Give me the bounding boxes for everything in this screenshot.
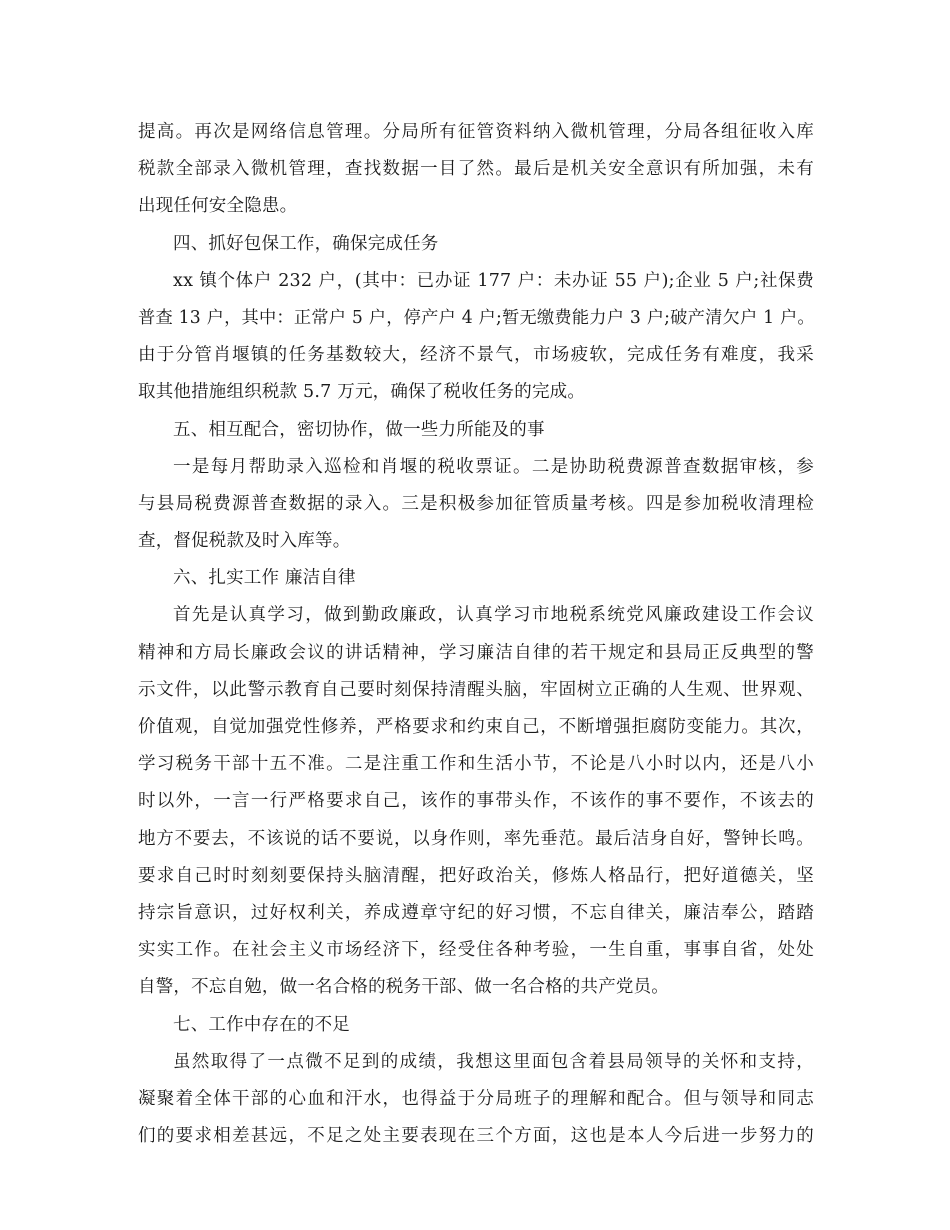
text-line: xx 镇个体户 232 户，(其中：已办证 177 户：未办证 55 户);企业 5 户;社保费 [173,270,814,291]
text-line: 价值观，自觉加强党性修养，严格要求和约束自己，不断增强拒腐防变能力。其次， [138,717,814,737]
text-line: 提高。再次是网络信息管理。分局所有征管资料纳入微机管理，分局各组征收入库 [138,122,814,142]
text-line: 学习税务干部十五不准。二是注重工作和生活小节，不论是八小时以内，还是八小 [138,754,814,775]
text-line: 出现任何安全隐患。 [138,196,298,217]
text-line: 自警，不忘自勉，做一名合格的税务干部、做一名合格的共产党员。 [138,977,669,998]
text-line: 七、工作中存在的不足 [173,1014,350,1035]
text-line: 持宗旨意识，过好权利关，养成遵章守纪的好习惯，不忘自律关，廉洁奉公，踏踏 [138,902,814,923]
text-line: 四、抓好包保工作，确保完成任务 [173,233,439,254]
text-line: 时以外，一言一行严格要求自己，该作的事带头作，不该作的事不要作，不该去的 [138,791,814,812]
text-line: 示文件，以此警示教育自己要时刻保持清醒头脑，牢固树立正确的人生观、世界观、 [138,679,814,700]
text-line: 实实工作。在社会主义市场经济下，经受住各种考验，一生自重，事事自省，处处 [138,940,814,961]
text-line: 精神和方局长廉政会议的讲话精神，学习廉洁自律的若干规定和县局正反典型的警 [138,642,814,663]
text-line: 查，督促税款及时入库等。 [138,531,351,552]
document-page [138,114,814,1155]
text-line: 一是每月帮助录入巡检和肖堰的税收票证。二是协助税费源普查数据审核，参 [173,456,814,477]
text-line: 首先是认真学习，做到勤政廉政，认真学习市地税系统党风廉政建设工作会议 [173,605,814,626]
text-line: 与县局税费源普查数据的录入。三是积极参加征管质量考核。四是参加税收清理检 [138,493,814,514]
text-line: 税款全部录入微机管理，查找数据一目了然。最后是机关安全意识有所加强，未有 [138,159,814,180]
text-line: 六、扎实工作 廉洁自律 [173,568,356,589]
text-line: 虽然取得了一点微不足到的成绩，我想这里面包含着县局领导的关怀和支持， [173,1051,814,1072]
text-line: 由于分管肖堰镇的任务基数较大，经济不景气，市场疲软，完成任务有难度，我采 [138,345,814,366]
text-line: 取其他措施组织税款 5.7 万元，确保了税收任务的完成。 [138,382,586,403]
text-line: 地方不要去，不该说的话不要说，以身作则，率先垂范。最后洁身自好，警钟长鸣。 [138,828,814,849]
text-line: 凝聚着全体干部的心血和汗水，也得益于分局班子的理解和配合。但与领导和同志 [138,1088,814,1109]
text-line: 五、相互配合，密切协作，做一些力所能及的事 [173,419,545,440]
text-line: 们的要求相差甚远，不足之处主要表现在三个方面，这也是本人今后进一步努力的 [138,1126,814,1147]
text-line: 要求自己时时刻刻要保持头脑清醒，把好政治关，修炼人格品行，把好道德关，坚 [138,865,814,886]
text-line: 普查 13 户，其中：正常户 5 户，停产户 4 户;暂无缴费能力户 3 户;破产清欠户 1 户。 [138,307,815,328]
